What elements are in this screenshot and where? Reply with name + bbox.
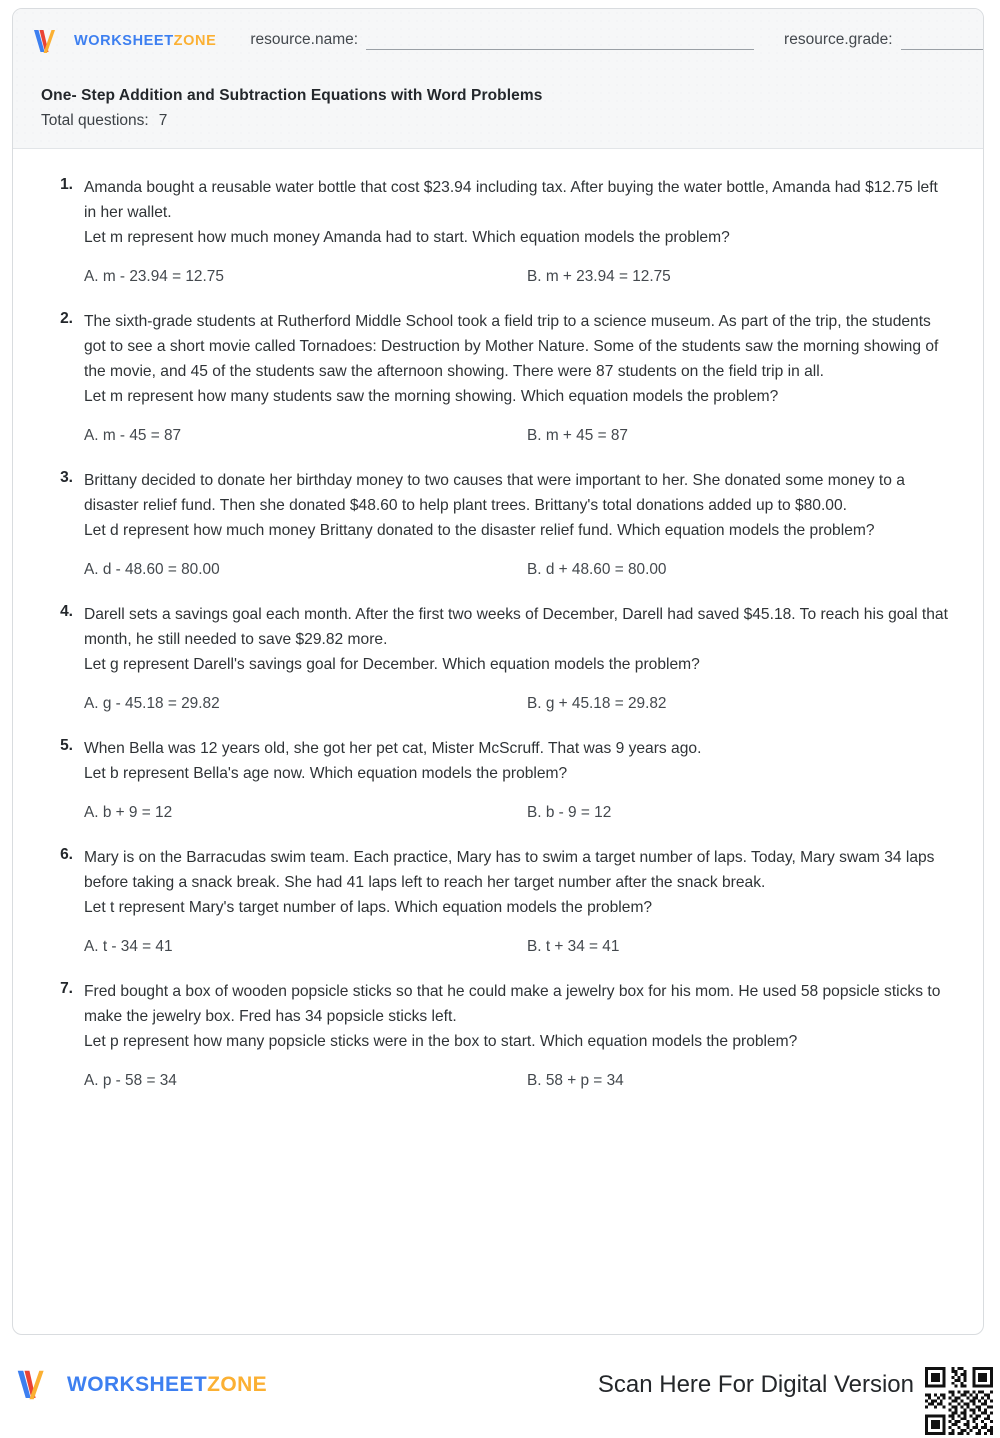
- question-text: Darell sets a savings goal each month. After the first two weeks of December, Darell had saved $45.18. To reach his goal that month, he still needed to save $29.82 more.: [84, 606, 948, 648]
- question-text: Mary is on the Barracudas swim team. Each practice, Mary has to swim a target number of laps. Today, Mary swam 34 laps before taking a snack break. She had 41 laps left to reach her target number after the snack break.: [84, 849, 935, 891]
- question-item: [45, 175, 949, 287]
- question-item: [45, 468, 949, 580]
- brand-word-zone: ZONE: [173, 33, 217, 49]
- brand-wordmark: [74, 33, 216, 49]
- question-item: [45, 602, 949, 714]
- question-number: 2.: [60, 310, 73, 327]
- question-item: [45, 979, 949, 1091]
- question-options: [84, 426, 949, 446]
- question-options: [84, 1071, 949, 1091]
- worksheet-zone-logo-icon: [31, 28, 65, 55]
- question-body: [73, 736, 949, 823]
- question-number: 4.: [60, 603, 73, 620]
- question-prompt: Let g represent Darell's savings goal for December. Which equation models the problem?: [84, 656, 700, 673]
- option-a[interactable]: A. d - 48.60 = 80.00: [84, 561, 220, 578]
- question-text: The sixth-grade students at Rutherford Middle School took a field trip to a science museum. As part of the trip, the students got to see a short movie called Tornadoes: Destruction by Mother Nature. Some of the students saw the morning showing of the movie, and 45 of the students saw the afternoon showing. There were 87 students on the field trip in all.: [84, 313, 939, 380]
- resource-name-field[interactable]: [250, 32, 754, 50]
- question-body: [73, 845, 949, 957]
- question-prompt: Let p represent how many popsicle sticks were in the box to start. Which equation models the problem?: [84, 1033, 798, 1050]
- option-a[interactable]: A. m - 45 = 87: [84, 427, 182, 444]
- resource-grade-label: resource.grade:: [784, 31, 893, 49]
- scan-cta-text: Scan Here For Digital Version: [597, 1371, 914, 1398]
- question-item: [45, 309, 949, 446]
- option-b[interactable]: B. m + 23.94 = 12.75: [527, 268, 671, 285]
- page-footer: [0, 1356, 1000, 1414]
- resource-name-input-rule[interactable]: [366, 33, 754, 50]
- brand-wordmark: [67, 1373, 267, 1397]
- question-prompt: Let m represent how much money Amanda had to start. Which equation models the problem?: [84, 229, 730, 246]
- resource-name-label: resource.name:: [250, 31, 359, 49]
- question-number: 5.: [60, 737, 73, 754]
- question-body: [73, 602, 949, 714]
- question-item: [45, 845, 949, 957]
- question-text: Brittany decided to donate her birthday money to two causes that were important to her. She donated some money to a disaster relief fund. Then she donated $48.60 to help plant trees. Brittany's total donations added up to $80.00.: [84, 472, 905, 514]
- question-body: [73, 979, 949, 1091]
- brand-logo-header: [31, 28, 216, 55]
- worksheet-title: One- Step Addition and Subtraction Equations with Word Problems: [41, 87, 543, 104]
- option-a[interactable]: A. t - 34 = 41: [84, 938, 173, 955]
- question-options: [84, 560, 949, 580]
- resource-grade-input-rule[interactable]: [901, 33, 984, 50]
- brand-word-worksheet: WORKSHEET: [67, 1373, 208, 1396]
- qr-code[interactable]: [922, 1364, 996, 1438]
- question-prompt: Let t represent Mary's target number of laps. Which equation models the problem?: [84, 899, 653, 916]
- title-block: [41, 87, 542, 130]
- question-body: [73, 309, 949, 446]
- option-b[interactable]: B. 58 + p = 34: [527, 1072, 624, 1089]
- total-questions-label: Total questions:: [41, 112, 149, 129]
- header-top-row: [13, 9, 983, 73]
- questions-list: [13, 149, 983, 1091]
- question-item: [45, 736, 949, 823]
- question-number: 1.: [60, 176, 73, 193]
- question-text: When Bella was 12 years old, she got her pet cat, Mister McScruff. That was 9 years ago.: [84, 740, 702, 757]
- total-questions-count: 7: [158, 112, 168, 129]
- question-number: 7.: [60, 980, 73, 997]
- option-a[interactable]: A. m - 23.94 = 12.75: [84, 268, 224, 285]
- option-a[interactable]: A. p - 58 = 34: [84, 1072, 177, 1089]
- option-b[interactable]: B. d + 48.60 = 80.00: [527, 561, 667, 578]
- question-text: Amanda bought a reusable water bottle that cost $23.94 including tax. After buying the water bottle, Amanda had $12.75 left in her wallet.: [84, 179, 938, 221]
- question-options: [84, 937, 949, 957]
- question-text: Fred bought a box of wooden popsicle sticks so that he could make a jewelry box for his mom. He used 58 popsicle sticks to make the jewelry box. Fred has 34 popsicle sticks left.: [84, 983, 941, 1025]
- total-questions: [41, 112, 542, 130]
- brand-word-zone: ZONE: [207, 1373, 268, 1396]
- worksheet-zone-logo-icon: [14, 1368, 56, 1402]
- question-prompt: Let b represent Bella's age now. Which equation models the problem?: [84, 765, 568, 782]
- question-number: 3.: [60, 469, 73, 486]
- question-body: [73, 175, 949, 287]
- option-b[interactable]: B. g + 45.18 = 29.82: [527, 695, 667, 712]
- option-a[interactable]: A. g - 45.18 = 29.82: [84, 695, 220, 712]
- question-prompt: Let m represent how many students saw the morning showing. Which equation models the problem?: [84, 388, 779, 405]
- option-b[interactable]: B. t + 34 = 41: [527, 938, 620, 955]
- question-options: [84, 694, 949, 714]
- question-body: [73, 468, 949, 580]
- question-options: [84, 803, 949, 823]
- option-b[interactable]: B. m + 45 = 87: [527, 427, 628, 444]
- question-prompt: Let d represent how much money Brittany donated to the disaster relief fund. Which equation models the problem?: [84, 522, 875, 539]
- worksheet-card: [12, 8, 984, 1335]
- option-a[interactable]: A. b + 9 = 12: [84, 804, 173, 821]
- question-number: 6.: [60, 846, 73, 863]
- question-options: [84, 267, 949, 287]
- brand-logo-footer: [14, 1368, 267, 1402]
- worksheet-header: [13, 9, 983, 149]
- option-b[interactable]: B. b - 9 = 12: [527, 804, 612, 821]
- resource-grade-field[interactable]: [784, 32, 984, 50]
- brand-word-worksheet: WORKSHEET: [74, 33, 174, 49]
